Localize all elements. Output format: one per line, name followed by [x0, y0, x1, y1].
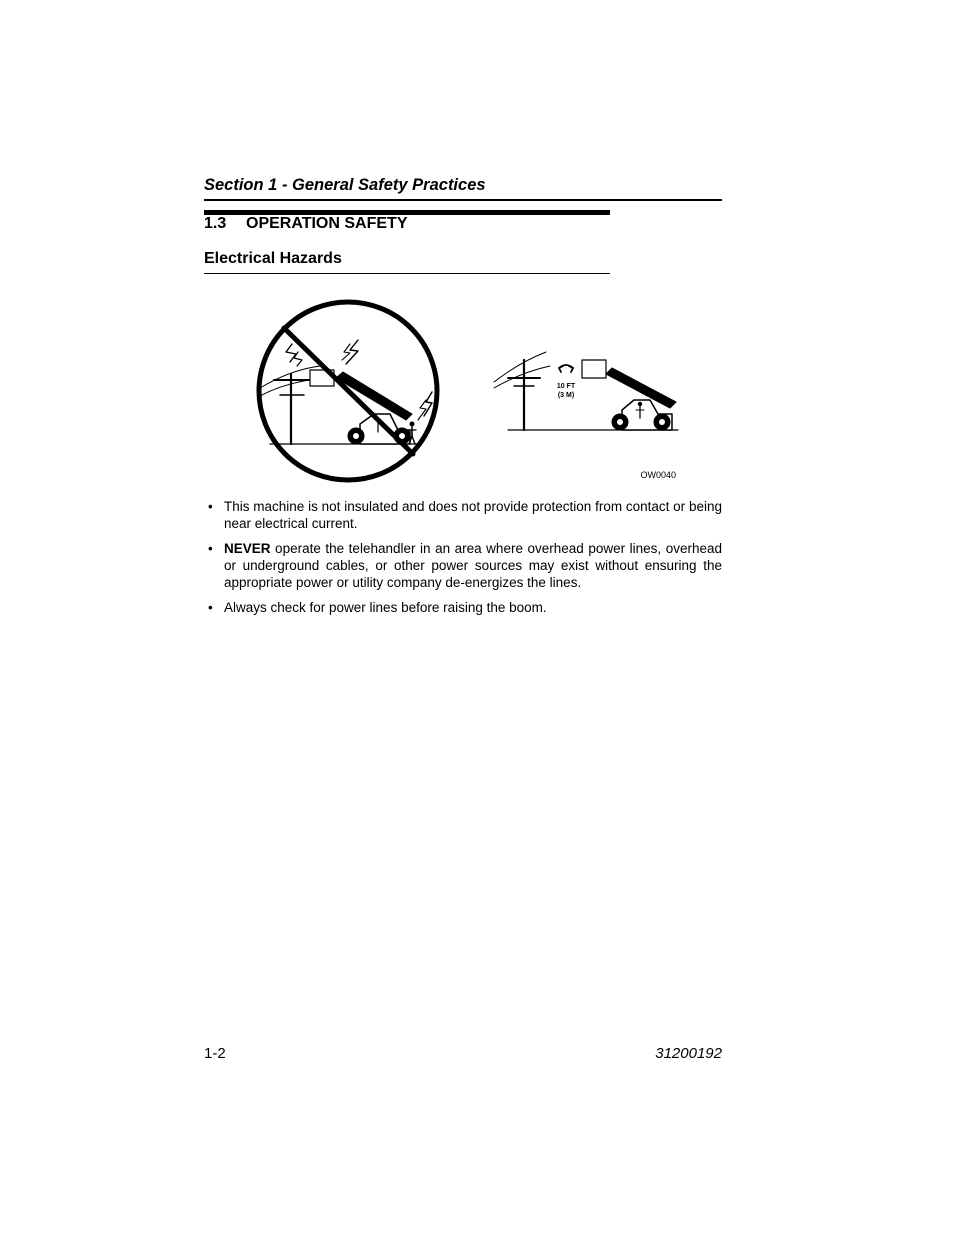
bullet-item [204, 498, 722, 532]
section-title-text: OPERATION SAFETY [246, 215, 408, 232]
section-number: 1.3 [204, 215, 227, 232]
bullet-text: operate the telehandler in an area where overhead power lines, overhead or underground cables, or other power sources may exist without ensuring the appropriate power or utility company de-energizes the lines. [224, 541, 722, 590]
section-header: Section 1 - General Safety Practices [204, 176, 722, 201]
bullet-strong: NEVER [224, 541, 271, 556]
bullet-item [204, 599, 722, 616]
document-number: 31200192 [655, 1045, 722, 1062]
bullet-dot: • [208, 499, 213, 514]
clearance-label-ft: 10 FT [556, 383, 576, 390]
electrical-hazard-figure [250, 296, 690, 486]
subsection-title: Electrical Hazards [204, 250, 610, 274]
safe-scene [494, 352, 678, 430]
figure-id: OW0040 [640, 470, 676, 480]
bullet-dot: • [208, 600, 213, 615]
bullet-text: Always check for power lines before raising the boom. [224, 600, 547, 615]
section-title [204, 215, 408, 233]
hazard-bullet-list [204, 498, 722, 624]
bullet-text: This machine is not insulated and does not provide protection from contact or being near electrical current. [224, 499, 722, 531]
bullet-dot: • [208, 541, 213, 556]
page-number: 1-2 [204, 1045, 226, 1062]
prohibited-scene [259, 302, 437, 480]
clearance-label-m: (3 M) [557, 392, 575, 399]
bullet-item [204, 540, 722, 591]
